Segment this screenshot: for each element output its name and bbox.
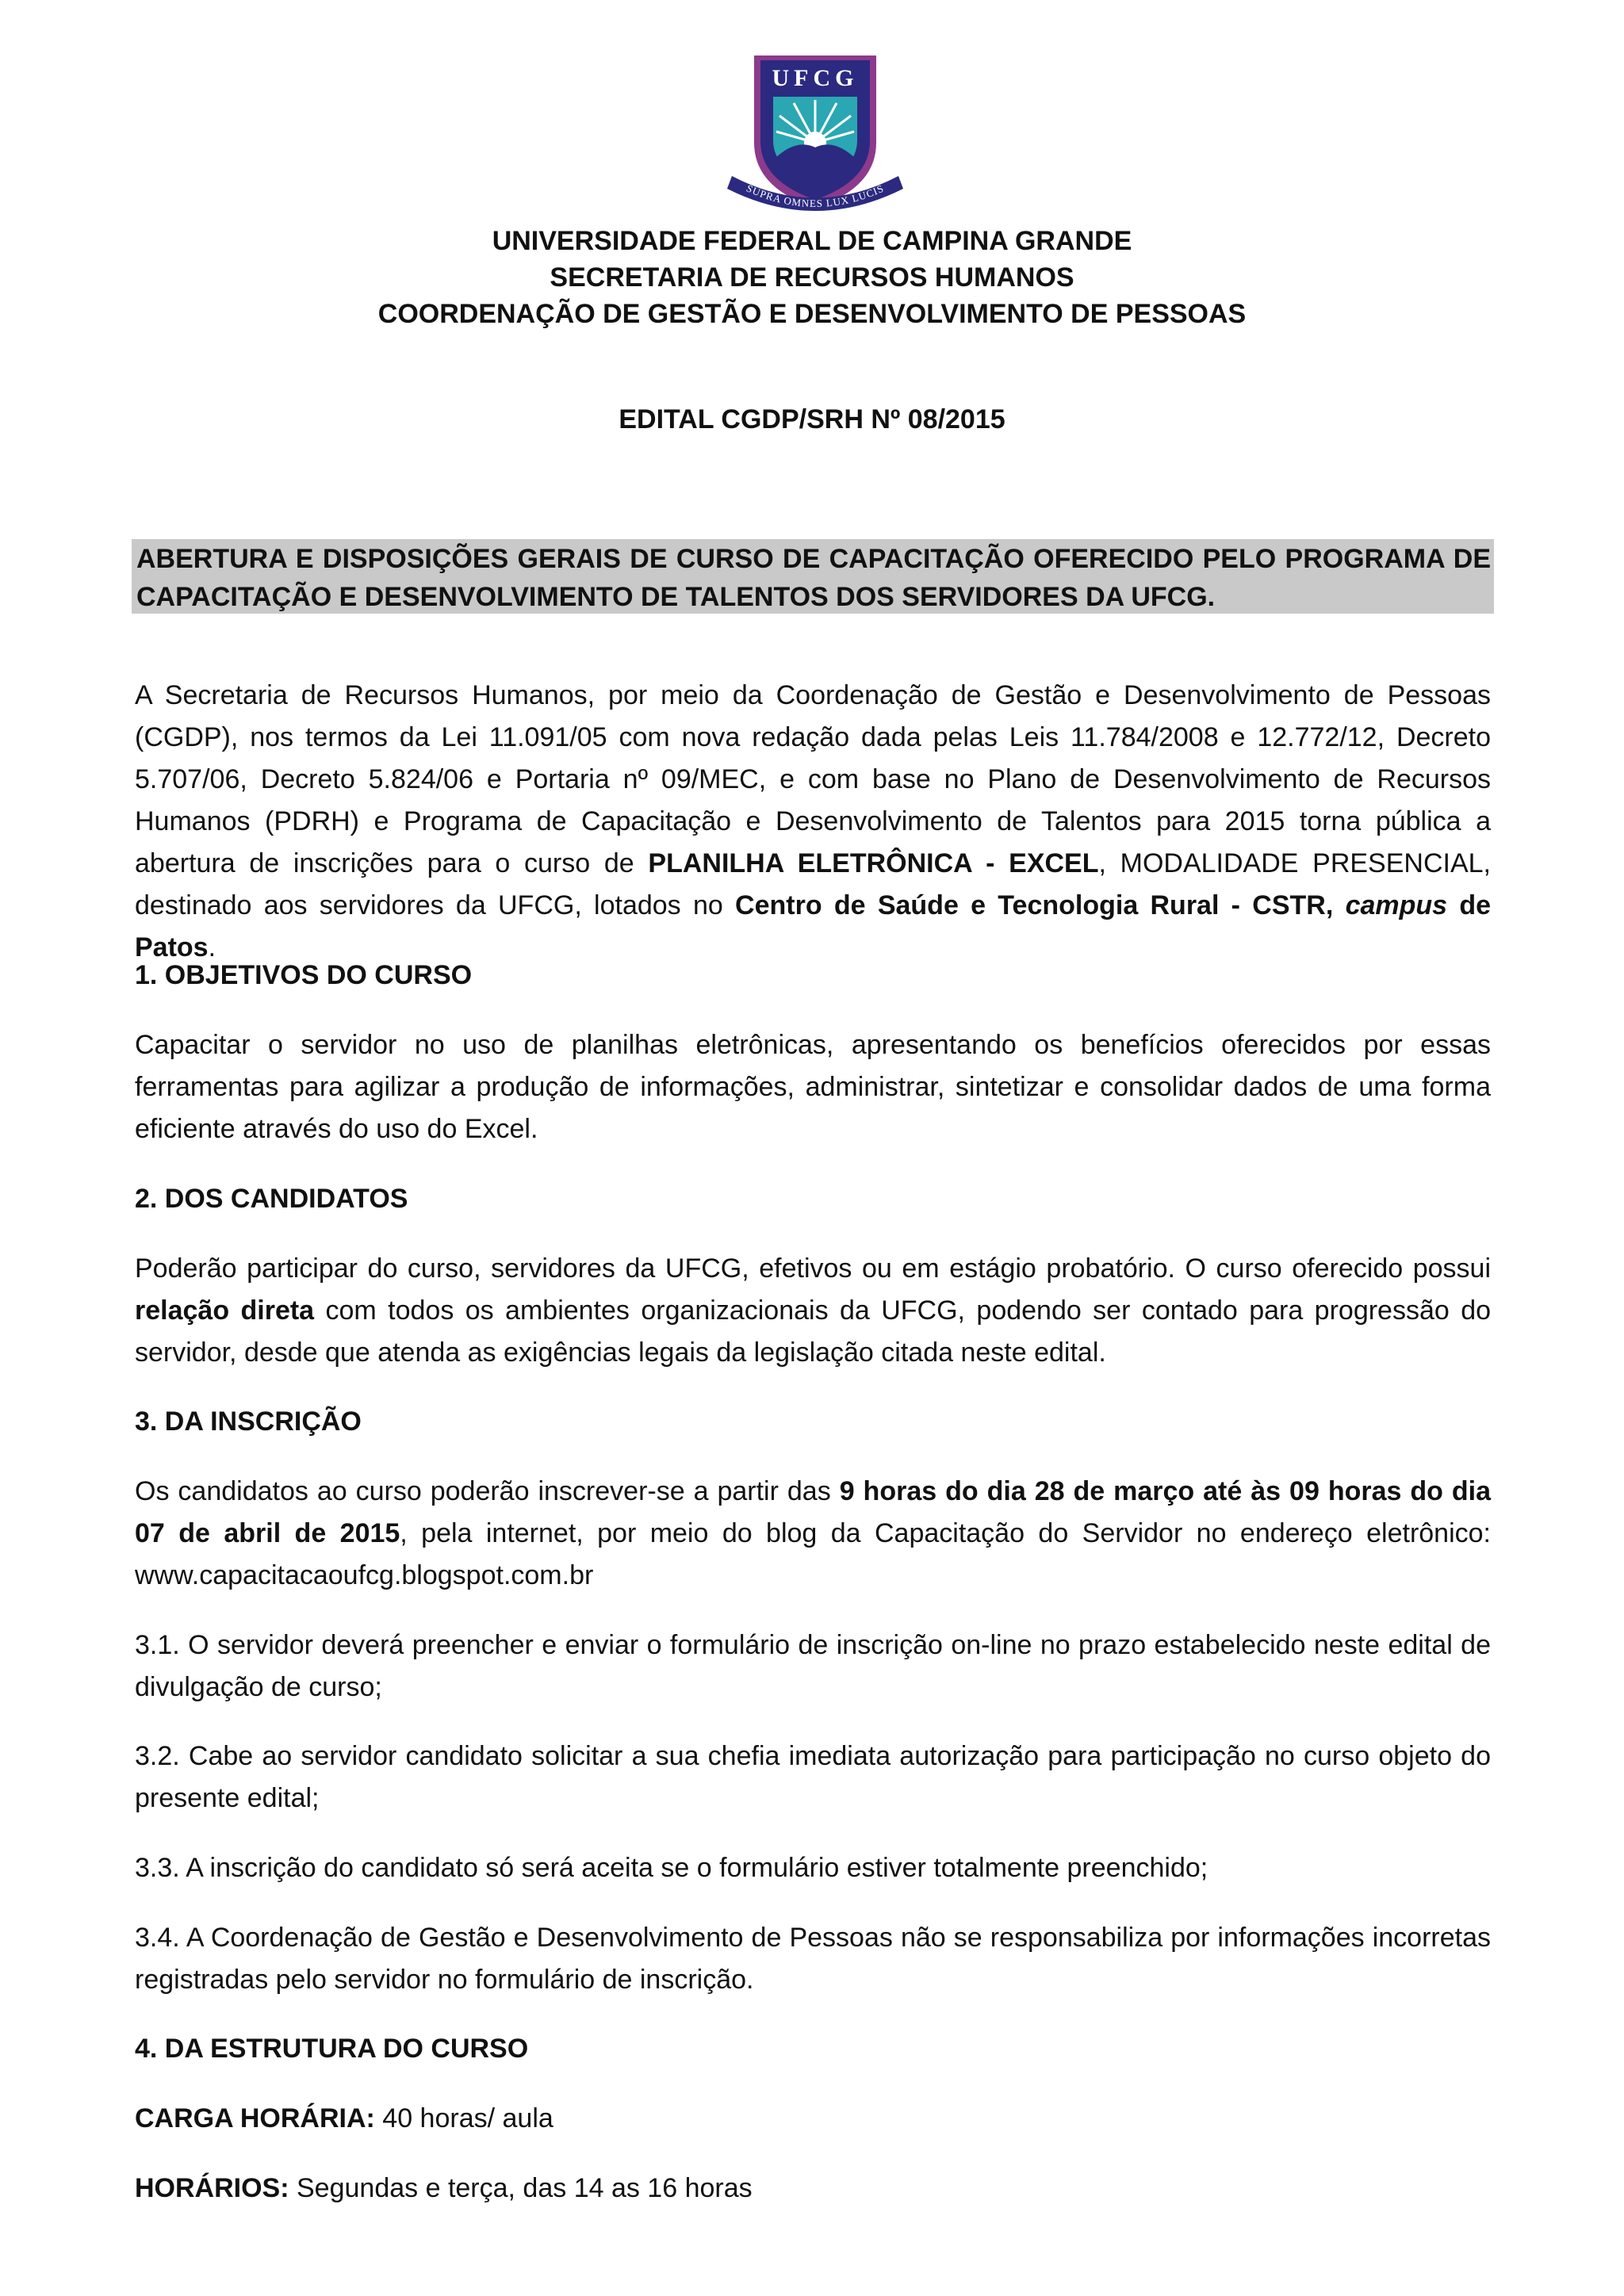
item-3-4: 3.4. A Coordenação de Gestão e Desenvolvimento de Pessoas não se responsabiliza por informações incorretas registradas pelo servidor no formulário de inscrição.: [135, 1923, 1491, 1995]
edital-subject-banner: [132, 539, 1494, 614]
logo-acronym: UFCG: [772, 65, 859, 91]
schedule-line: [135, 2168, 1491, 2210]
section-3-title: 3. DA INSCRIÇÃO: [135, 1406, 362, 1437]
section-2-text-b: com todos os ambientes organizacionais da UFCG, podendo ser contado para progressão do servidor, desde que atenda as exigências legais da legislação citada neste edital.: [135, 1295, 1492, 1368]
workload-value: 40 horas/ aula: [374, 2103, 553, 2133]
coordination-name: COORDENAÇÃO DE GESTÃO E DESENVOLVIMENTO DE PESSOAS: [377, 299, 1247, 329]
edital-title: EDITAL CGDP/SRH Nº 08/2015: [619, 404, 1005, 434]
workload-label: CARGA HORÁRIA:: [135, 2103, 375, 2133]
item-3-1: 3.1. O servidor deverá preencher e enviar o formulário de inscrição on-line no prazo estabelecido neste edital de divulgação de curso;: [135, 1630, 1491, 1702]
center-name: Centro de Saúde e Tecnologia Rural - CSTR,: [735, 890, 1334, 920]
banner-line-1: ABERTURA E DISPOSIÇÕES GERAIS DE CURSO DE CAPACITAÇÃO OFERECIDO PELO PROGRAMA DE: [136, 544, 1491, 574]
logo-motto: SUPRA OMNES LUX LUCIS: [745, 182, 886, 210]
section-2-text-a: Poderão participar do curso, servidores da UFCG, efetivos ou em estágio probatório. O curso oferecido possui: [135, 1253, 1491, 1284]
secretariat-name: SECRETARIA DE RECURSOS HUMANOS: [550, 262, 1074, 293]
section-3-4: [135, 1917, 1491, 2001]
intro-text-1: A Secretaria de Recursos Humanos, por meio da Coordenação de Gestão e Desenvolvimento de Pessoas (CGDP), nos termos da Lei 11.091/05 com nova redação dada pelas Leis 11.784/2008 e 12.772/12, Decreto 5.707/06, Decreto 5.824/06 e Portaria nº 09/MEC, e com base no Plano de Desenvolvimento de Recursos Humanos (PDRH) e Programa de Capacitação e Desenvolvimento de Talentos para 2015 torna pública a abertura de inscrições para o curso de: [135, 680, 1491, 878]
section-1-body: [135, 1024, 1491, 1150]
section-3-2: [135, 1735, 1491, 1820]
section-3-1: [135, 1624, 1491, 1709]
section-3-body: [135, 1471, 1491, 1597]
item-3-3: 3.3. A inscrição do candidato só será aceita se o formulário estiver totalmente preenchido;: [135, 1853, 1208, 1883]
banner-line-2: CAPACITAÇÃO E DESENVOLVIMENTO DE TALENTOS DOS SERVIDORES DA UFCG.: [136, 582, 1216, 612]
workload-line: [135, 2098, 1491, 2140]
section-3-text-a: Os candidatos ao curso poderão inscrever-se a partir das: [135, 1476, 831, 1506]
schedule-label: HORÁRIOS:: [135, 2173, 289, 2203]
section-2-title: 2. DOS CANDIDATOS: [135, 1184, 408, 1214]
campus-city: de Patos: [135, 890, 1492, 962]
section-3-text-b: , pela internet, por meio do blog da Capacitação do Servidor no endereço eletrônico:: [400, 1518, 1491, 1548]
section-1-title: 1. OBJETIVOS DO CURSO: [135, 960, 473, 990]
section-3-dates: 9 horas do dia 28 de março até às 09 horas do dia 07 de abril de 2015: [135, 1476, 1491, 1548]
campus-word: campus: [1345, 890, 1448, 920]
item-3-2: 3.2. Cabe ao servidor candidato solicitar a sua chefia imediata autorização para participação no curso objeto do presente edital;: [135, 1741, 1491, 1813]
intro-end: .: [208, 932, 216, 962]
section-3-3: [135, 1847, 1491, 1889]
course-name: PLANILHA ELETRÔNICA - EXCEL: [648, 848, 1099, 878]
schedule-value: Segundas e terça, das 14 as 16 horas: [289, 2173, 753, 2203]
section-4-title: 4. DA ESTRUTURA DO CURSO: [135, 2034, 529, 2064]
blog-url: www.capacitacaoufcg.blogspot.com.br: [135, 1560, 594, 1590]
intro-paragraph: [135, 675, 1491, 969]
intro-text-2: , MODALIDADE PRESENCIAL, destinado aos servidores da UFCG, lotados no: [135, 848, 1491, 920]
ufcg-logo: [724, 49, 906, 220]
section-2-body: [135, 1248, 1491, 1374]
section-1-text: Capacitar o servidor no uso de planilhas eletrônicas, apresentando os benefícios oferecidos por essas ferramentas para agilizar a produção de informações, administrar, sintetizar e consolidar dados de uma forma eficiente através do uso do Excel.: [135, 1030, 1491, 1144]
university-name: UNIVERSIDADE FEDERAL DE CAMPINA GRANDE: [492, 226, 1132, 256]
section-2-bold: relação direta: [135, 1295, 315, 1326]
